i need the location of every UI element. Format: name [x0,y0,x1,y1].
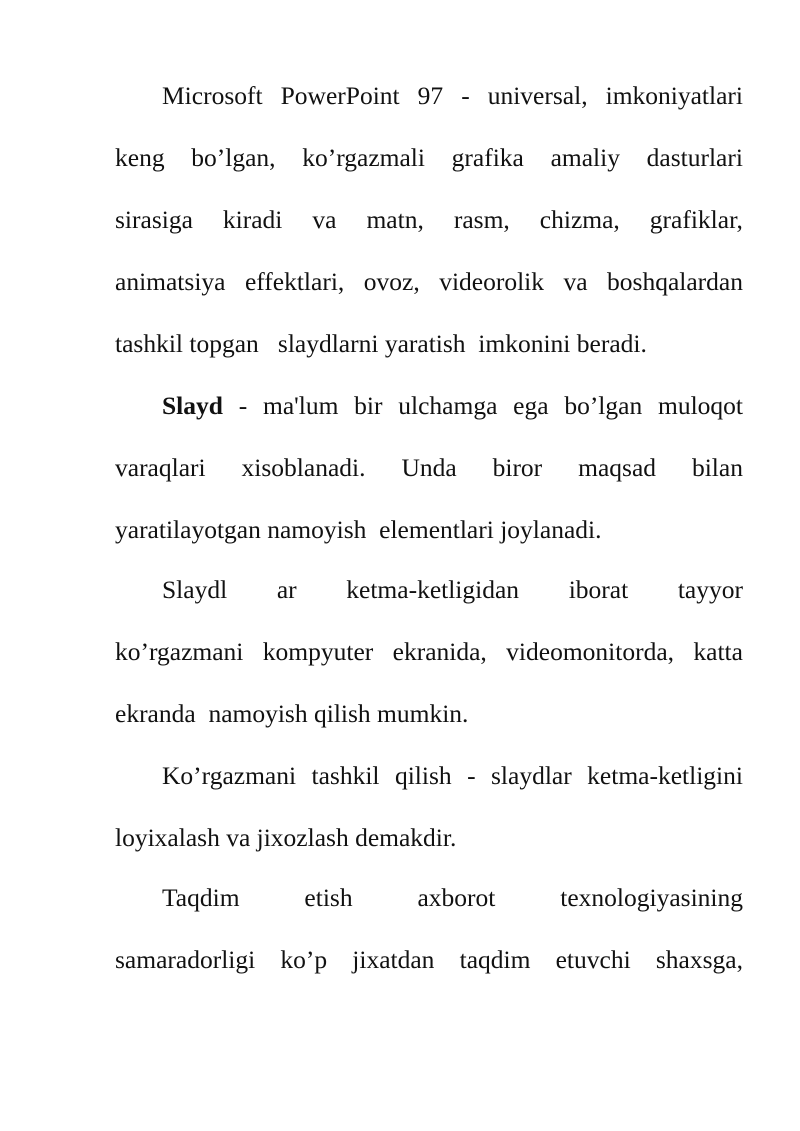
text-line: Ko’rgazmani tashkil qilish - slaydlar ketma-ketligini [162,761,743,790]
text-line: ko’rgazmani kompyuter ekranida, videomonitorda, katta [115,637,743,666]
text-line: Taqdim etish axborot texnologiyasining [162,883,743,912]
text-line: Slayd - ma'lum bir ulchamga ega bo’lgan muloqot [162,391,743,420]
text-line: Microsoft PowerPoint 97 - universal, imkoniyatlari [162,81,743,110]
text-line: Slaydl ar ketma-ketligidan iborat tayyor [162,575,743,604]
text-line: samaradorligi ko’p jixatdan taqdim etuvchi shaxsga, [115,945,743,974]
text-line: ekranda namoyish qilish mumkin. [115,699,469,728]
text-line: loyixalash va jixozlash demakdir. [115,823,457,852]
text-line: keng bo’lgan, ko’rgazmali grafika amaliy dasturlari [115,143,743,172]
text-line: yaratilayotgan namoyish elementlari joylanadi. [115,515,602,544]
text-line: varaqlari xisoblanadi. Unda biror maqsad bilan [115,453,743,482]
text-line: tashkil topgan slaydlarni yaratish imkonini beradi. [115,329,647,358]
bold-term: Slayd [162,391,223,420]
text-line: sirasiga kiradi va matn, rasm, chizma, grafiklar, [115,205,743,234]
text-line: animatsiya effektlari, ovoz, videorolik va boshqalardan [115,267,743,296]
